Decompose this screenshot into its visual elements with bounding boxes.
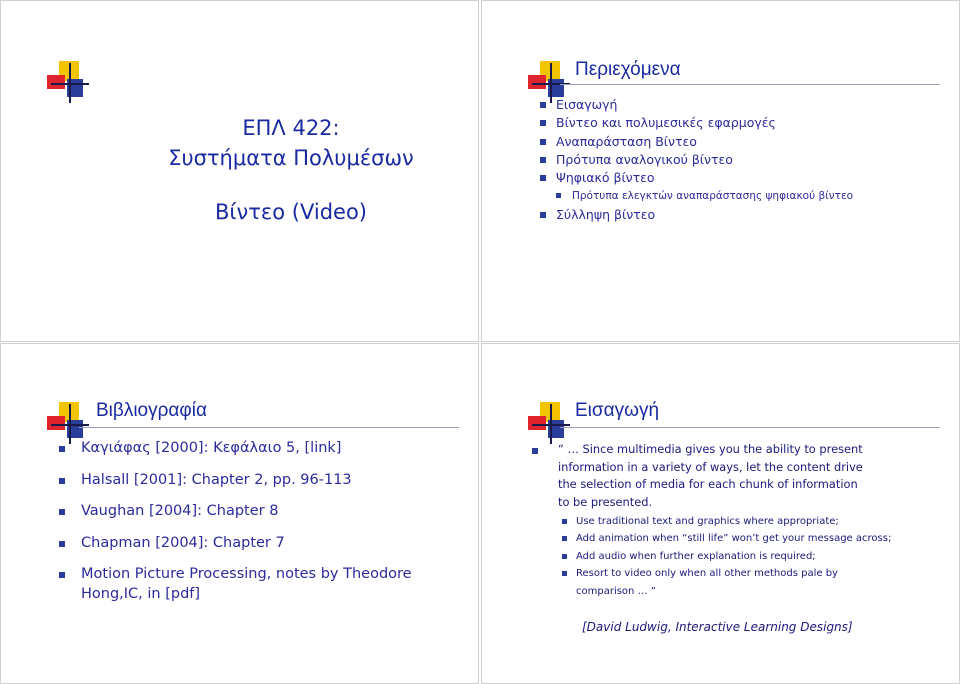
list-item: Ψηφιακό βίντεο (540, 169, 853, 187)
list-item: Αναπαράσταση Βίντεο (540, 133, 853, 151)
bullet-icon (540, 102, 546, 108)
list-item: Εισαγωγή (540, 96, 853, 114)
intro-quote (542, 441, 902, 512)
bullet-icon (59, 541, 65, 547)
bullet-icon (59, 572, 65, 578)
contents-list (540, 96, 853, 224)
bullet-icon (59, 446, 65, 452)
list-item: Halsall [2001]: Chapter 2, pp. 96-113 (59, 470, 412, 490)
title-divider (560, 427, 940, 428)
slide-introduction (481, 343, 960, 684)
slide-contents (481, 0, 960, 342)
bullet-icon (562, 571, 567, 576)
list-item: Σύλληψη βίντεο (540, 206, 853, 224)
slide-logo-icon (47, 59, 93, 107)
title-divider (79, 427, 459, 428)
citation: [David Ludwig, Interactive Learning Designs] (582, 620, 853, 634)
list-item: Add audio when further explanation is required; (562, 548, 902, 565)
list-item: Resort to video only when all other methods pale by comparison … ” (562, 565, 902, 600)
slide-title-page (0, 0, 479, 342)
course-code: ΕΠΛ 422: (242, 116, 340, 140)
bullet-icon (540, 120, 546, 126)
bullet-icon (532, 448, 538, 454)
bullet-icon (562, 519, 567, 524)
bullet-icon (540, 157, 546, 163)
title-block (111, 113, 471, 227)
bullet-icon (562, 536, 567, 541)
bullet-icon (556, 193, 561, 198)
list-subitem: Πρότυπα ελεγκτών αναπαράστασης ψηφιακού βίντεο (540, 187, 853, 205)
slide-bibliography (0, 343, 479, 684)
intro-line: “ … Since multimedia gives you the ability to present (558, 442, 863, 456)
list-item: Vaughan [2004]: Chapter 8 (59, 501, 412, 521)
intro-line: to be presented. (558, 495, 653, 510)
slide-title: Βιβλιογραφία (96, 400, 207, 421)
bullet-icon (540, 175, 546, 181)
list-item: Add animation when “still life” won’t get your message across; (562, 530, 902, 547)
bullet-icon (562, 554, 567, 559)
title-divider (560, 84, 940, 85)
list-item: Καγιάφας [2000]: Κεφάλαιο 5, [link] (59, 438, 412, 458)
intro-line: the selection of media for each chunk of information (558, 477, 858, 492)
slide-title: Περιεχόμενα (575, 59, 681, 80)
lecture-title: Βίντεο (Video) (215, 200, 367, 224)
bullet-icon (59, 509, 65, 515)
slide-title: Εισαγωγή (575, 400, 660, 421)
guideline-list (562, 513, 902, 600)
list-item: Motion Picture Processing, notes by Theodore Hong,IC, in [pdf] (59, 564, 412, 604)
bullet-icon (540, 139, 546, 145)
list-item: Use traditional text and graphics where appropriate; (562, 513, 902, 530)
list-item: Chapman [2004]: Chapter 7 (59, 533, 412, 553)
bullet-icon (59, 478, 65, 484)
course-title: Συστήματα Πολυμέσων (168, 146, 414, 170)
bullet-icon (540, 212, 546, 218)
list-item: Βίντεο και πολυμεσικές εφαρμογές (540, 114, 853, 132)
list-item: Πρότυπα αναλογικού βίντεο (540, 151, 853, 169)
bibliography-list (59, 438, 412, 616)
intro-line: information in a variety of ways, let the content drive (558, 459, 863, 474)
